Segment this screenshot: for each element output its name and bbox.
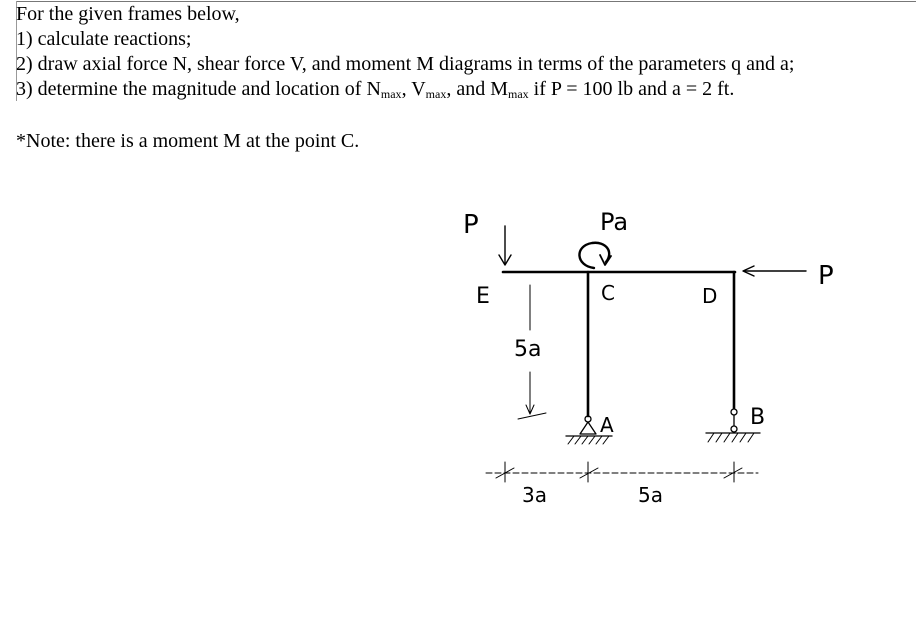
load-label-right: P: [818, 261, 834, 291]
problem-intro: For the given frames below,: [16, 3, 240, 25]
moment-label: Pa: [600, 208, 629, 236]
problem-step-1: 1) calculate reactions;: [16, 28, 192, 50]
comma-1: ,: [401, 78, 407, 100]
load-arrow-right: [743, 266, 806, 276]
load-label-left: P: [463, 210, 479, 240]
dimension-label-height: 5a: [514, 337, 542, 362]
dimension-horizontal: [486, 462, 758, 482]
moment-arrow-c: [579, 243, 611, 268]
comma-2: ,: [446, 78, 452, 100]
support-label-a: A: [600, 413, 614, 437]
support-label-b: B: [750, 405, 766, 430]
node-label-d: D: [702, 284, 718, 308]
load-arrow-left: [499, 226, 511, 265]
dimension-label-right: 5a: [638, 483, 663, 507]
v-max-subscript: max: [425, 87, 447, 101]
step3-suffix: if P = 100 lb and a = 2 ft.: [528, 78, 735, 100]
node-label-e: E: [476, 284, 490, 309]
problem-step-2: 2) draw axial force N, shear force V, and moment M diagrams in terms of the parameters q and a;: [16, 53, 795, 75]
v-letter: V: [406, 78, 426, 100]
step3-prefix: 3) determine the magnitude and location of N: [16, 78, 381, 100]
and-m-text: and M: [451, 78, 508, 100]
node-label-c: C: [601, 281, 615, 305]
dimension-label-left: 3a: [522, 483, 547, 507]
n-max-subscript: max: [380, 87, 402, 101]
m-max-subscript: max: [508, 87, 529, 101]
note-text: *Note: there is a moment M at the point C.: [16, 130, 360, 152]
